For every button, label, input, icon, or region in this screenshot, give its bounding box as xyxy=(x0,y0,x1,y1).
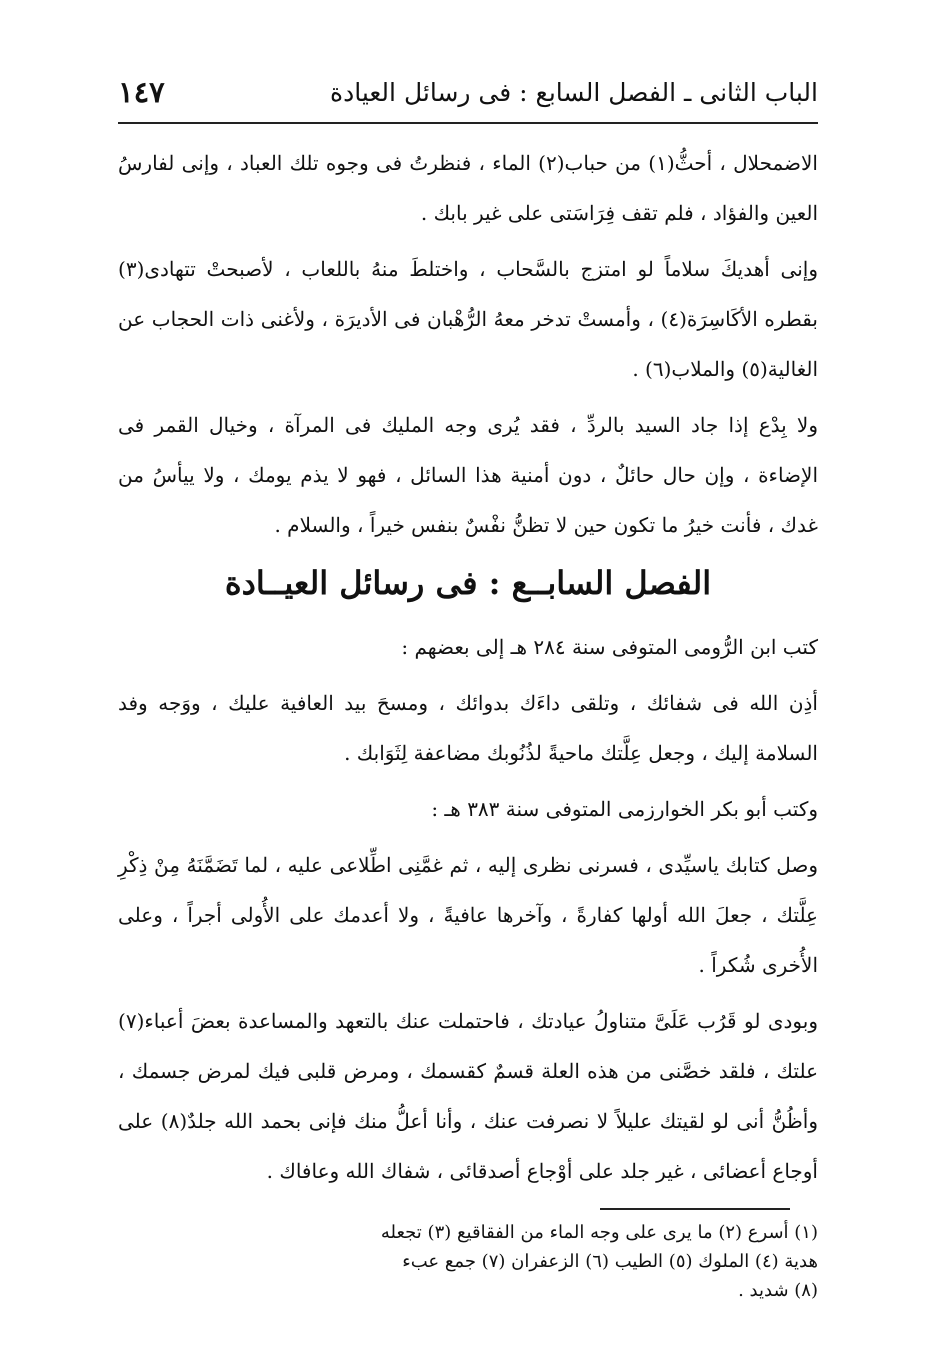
footnote-line: هدية (٤) الملوك (٥) الطيب (٦) الزعفران (٧) جمع عبء xyxy=(402,1251,818,1272)
paragraph: وصل كتابك ياسيِّدى ، فسرنى نظرى إليه ، ثم غمَّنِى اطِّلاعى عليه ، لما تَضَمَّنَهُ مِنْ ذِكْرِ عِلَّتك ، جعلَ الله أولها كفارةً ، وآخرها عافيةً ، ولا أعدمك على الأُولى أجراً ، وعلى الأُخرى شُكراً . xyxy=(118,853,818,977)
paragraph: أذِن الله فى شفائك ، وتلقى داءَك بدوائك ، ومسحَ بيد العافية عليك ، ووَجه وفد السلامة إليك ، وجعل عِلَّتك ماحيةً لذُنُوبك مضاعفة لِثَوَابك . xyxy=(118,691,818,765)
chapter-title: الفصل السابــع : فى رسائل العيــادة xyxy=(224,564,712,602)
footnote-line: (٨) شديد . xyxy=(738,1280,818,1301)
footnotes xyxy=(118,1218,818,1305)
running-title: الباب الثانى ـ الفصل السابع : فى رسائل العيادة xyxy=(329,77,818,107)
header-rule xyxy=(118,122,818,124)
body-text xyxy=(118,138,818,1202)
paragraph: وإنى أهديكَ سلاماً لو امتزج بالسَّحاب ، واختلطَ منهُ باللعاب ، لأصبحتْ تتهادى(٣) بقطره الأكَاسِرَة(٤) ، وأمستْ تدخر معهُ الرُّهْبان فى الأديرَة ، ولأغنى ذات الحجاب عن الغالية(٥) والملاب(٦) . xyxy=(118,257,818,381)
paragraph: كتب ابن الرُّومى المتوفى سنة ٢٨٤ هـ إلى بعضهم : xyxy=(401,635,818,659)
footnote-line: (١) أسرع (٢) ما يرى على وجه الماء من الفقاقيع (٣) تجعله xyxy=(380,1222,818,1243)
paragraph: ولا بِدْع إذا جاد السيد بالردِّ ، فقد يُرى وجه المليك فى المرآة ، وخيال القمر فى الإضاءة ، وإن حال حائلٌ ، دون أمنية هذا السائل ، فهو لا يذم يومك ، ولا ييأسُ من غدك ، فأنت خيرُ ما تكون حين لا تظنُّ نفْسٌ بنفس خيراً ، والسلام . xyxy=(118,413,818,537)
page-header xyxy=(118,70,818,114)
paragraph: وكتب أبو بكر الخوارزمى المتوفى سنة ٣٨٣ هـ : xyxy=(431,797,818,821)
paragraph: الاضمحلال ، أحثُّ(١) من حباب(٢) الماء ، فنظرتُ فى وجوه تلك العباد ، وإنى لفارسُ العين والفؤاد ، فلم تقف فِرَاسَتى على غير بابك . xyxy=(118,151,818,225)
footnote-rule xyxy=(600,1208,790,1210)
page-number: ١٤٧ xyxy=(118,75,165,109)
paragraph: وبودى لو قَرُب عَلَىَّ متناولُ عيادتك ، فاحتملت عنك بالتعهد والمساعدة بعضَ أعباء(٧) علتك ، فلقد خصَّنى من هذه العلة قسمٌ كقسمك ، ومرض قلبى فيك لمرض جسمك ، وأظُنُّ أنى لو لقيتك عليلاً لا نصرفت عنك ، وأنا أعلُّ منك فإنى بحمد الله جلدٌ(٨) على أوجاع أعضائى ، غير جلد على أوْجاع أصدقائى ، شفاك الله وعافاك . xyxy=(118,1009,819,1183)
